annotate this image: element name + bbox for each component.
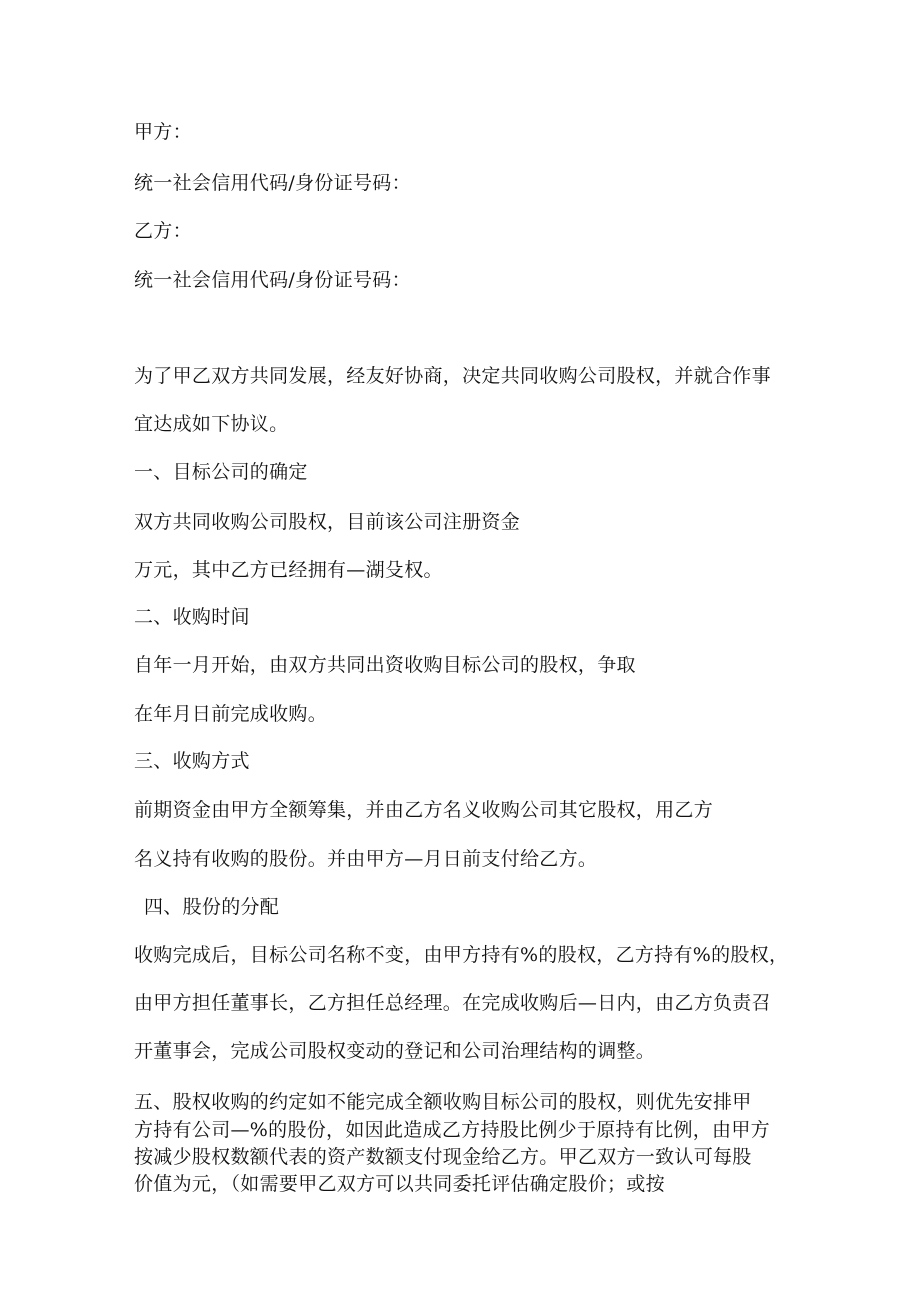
paragraph-line: 方持有公司—%的股份，如因此造成乙方持股比例少于原持有比例，由甲方: [134, 1119, 770, 1141]
section-heading: 四、股份的分配: [144, 896, 280, 918]
intro-line: 宜达成如下协议。: [134, 413, 289, 435]
paragraph-line: 开董事会，完成公司股权变动的登记和公司治理结构的调整。: [134, 1040, 656, 1062]
party-b-id-label: 统一社会信用代码/身份证号码：: [134, 269, 411, 291]
section-heading: 一、目标公司的确定: [134, 461, 308, 483]
paragraph-line: 由甲方担任董事长，乙方担任总经理。在完成收购后—日内，由乙方负责召: [134, 992, 771, 1014]
paragraph-line: 前期资金由甲方全额筹集，并由乙方名义收购公司其它股权，用乙方: [134, 799, 714, 821]
paragraph-line: 自年一月开始，由双方共同出资收购目标公司的股权，争取: [134, 654, 636, 676]
party-a-label: 甲方：: [134, 121, 192, 143]
intro-line: 为了甲乙双方共同发展，经友好协商，决定共同收购公司股权，并就合作事: [134, 365, 771, 387]
section-heading: 二、收购时间: [134, 606, 250, 628]
paragraph-line: 价值为元，（如需要甲乙双方可以共同委托评估确定股价；或按: [134, 1173, 665, 1195]
paragraph-line: 万元，其中乙方已经拥有—湖殳权。: [134, 559, 443, 581]
section-heading: 三、收购方式: [134, 750, 250, 772]
paragraph-line: 双方共同收购公司股权，目前该公司注册资金: [134, 511, 521, 533]
paragraph-line: 五、股权收购的约定如不能完成全额收购目标公司的股权，则优先安排甲: [134, 1091, 752, 1113]
paragraph-line: 在年月日前完成收购。: [134, 703, 328, 725]
paragraph-line: 按减少股权数额代表的资产数额支付现金给乙方。甲乙双方一致认可每股: [134, 1146, 752, 1168]
paragraph-line: 收购完成后，目标公司名称不变，由甲方持有%的股权，乙方持有%的股权，: [134, 944, 789, 966]
paragraph-line: 名义持有收购的股份。并由甲方—月日前支付给乙方。: [134, 848, 598, 870]
party-a-id-label: 统一社会信用代码/身份证号码：: [134, 172, 411, 194]
party-b-label: 乙方：: [134, 220, 192, 242]
